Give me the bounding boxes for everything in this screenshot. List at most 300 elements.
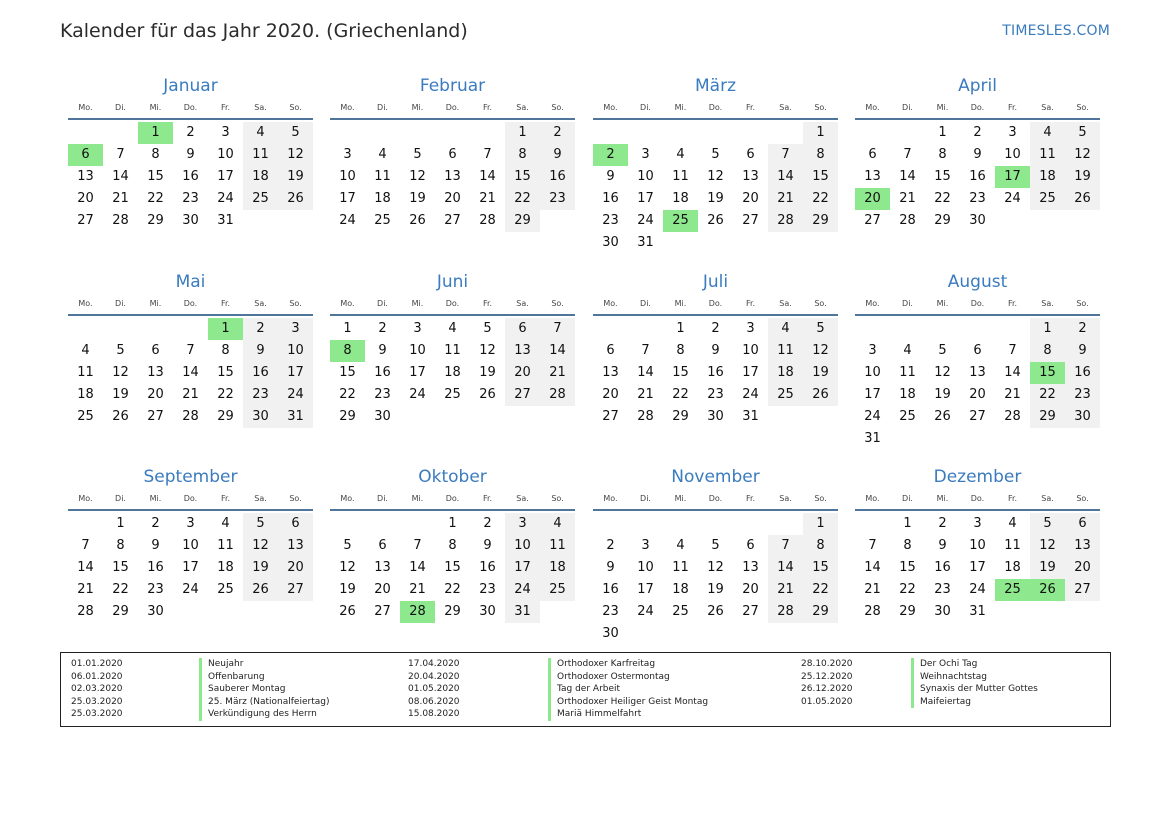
weekday-label: Fr. [482,494,493,503]
weekday-label: Do. [708,494,723,503]
day-cell: 18 [540,557,575,579]
holiday-legend [60,652,1111,727]
day-cell: 18 [768,362,803,384]
day-cell: 23 [1065,384,1100,406]
day-cell: 22 [672,387,689,402]
weekday-label: Mo. [340,103,355,112]
holiday-day-cell: 6 [68,144,103,166]
weekday-label: Mo. [865,103,880,112]
day-cell: 1 [903,516,912,531]
day-cell: 14 [112,169,129,184]
day-cell: 8 [448,538,457,553]
day-cell: 24 [409,387,426,402]
month-divider [855,314,1100,316]
day-cell: 13 [444,169,461,184]
day-cell: 27 [278,579,313,601]
day-cell: 17 [217,169,234,184]
month-name: April [958,76,997,96]
day-cell: 28 [864,604,881,619]
day-cell: 22 [444,582,461,597]
weekday-label: So. [551,299,564,308]
day-cell: 4 [221,516,230,531]
day-cell: 25 [374,213,391,228]
holiday-date: 25.03.2020 [71,696,123,707]
weekday-label: Do. [183,103,198,112]
holiday-name: Mariä Himmelfahrt [548,708,641,721]
day-cell: 28 [1004,409,1021,424]
day-cell: 1 [1030,318,1065,340]
day-cell: 2 [378,321,387,336]
month-divider [68,118,313,120]
day-cell: 1 [803,122,838,144]
holiday-name: Sauberer Montag [199,683,286,696]
weekday-label: So. [551,494,564,503]
day-cell: 13 [147,365,164,380]
day-cell: 7 [903,147,912,162]
weekday-label: Do. [183,299,198,308]
day-cell: 27 [742,213,759,228]
weekday-label: Sa. [779,103,792,112]
day-cell: 8 [803,144,838,166]
day-cell: 21 [182,387,199,402]
weekday-label: Fr. [1007,494,1018,503]
day-cell: 11 [444,343,461,358]
day-cell: 26 [479,387,496,402]
day-cell: 3 [973,516,982,531]
day-cell: 28 [768,210,803,232]
weekday-label: So. [289,103,302,112]
day-cell: 5 [711,538,720,553]
day-cell: 22 [217,387,234,402]
day-cell: 3 [186,516,195,531]
holiday-date: 01.05.2020 [801,696,853,707]
weekday-label: Mo. [603,494,618,503]
day-cell: 15 [444,560,461,575]
day-cell: 22 [1030,384,1065,406]
day-cell: 24 [637,604,654,619]
day-cell: 19 [934,387,951,402]
weekday-label: Sa. [1041,494,1054,503]
day-cell: 27 [1065,579,1100,601]
day-cell: 7 [413,538,422,553]
day-cell: 20 [147,387,164,402]
weekday-label: Mi. [411,494,424,503]
day-cell: 28 [182,409,199,424]
weekday-label: So. [551,103,564,112]
weekday-label: Do. [708,299,723,308]
day-cell: 24 [339,213,356,228]
weekday-label: So. [814,494,827,503]
day-cell: 28 [77,604,94,619]
day-cell: 29 [147,213,164,228]
weekday-label: Di. [377,103,388,112]
month-divider [593,118,838,120]
holiday-name: Orthodoxer Ostermontag [548,671,670,684]
day-cell: 29 [934,213,951,228]
weekday-label: Di. [377,494,388,503]
day-cell: 22 [803,579,838,601]
day-cell: 29 [672,409,689,424]
weekday-label: Di. [640,494,651,503]
day-cell: 16 [182,169,199,184]
day-cell: 30 [182,213,199,228]
day-cell: 29 [1030,406,1065,428]
day-cell: 25 [768,384,803,406]
day-cell: 1 [505,122,540,144]
day-cell: 11 [768,340,803,362]
day-cell: 23 [707,387,724,402]
weekday-label: Fr. [220,494,231,503]
day-cell: 26 [339,604,356,619]
holiday-name: Weihnachtstag [911,671,987,684]
holiday-date: 25.03.2020 [71,709,123,719]
holiday-name: Der Ochi Tag [911,658,977,671]
day-cell: 26 [112,409,129,424]
day-cell: 12 [707,560,724,575]
day-cell: 18 [374,191,391,206]
day-cell: 3 [343,147,352,162]
month-juli [593,272,838,462]
day-cell: 11 [374,169,391,184]
day-cell: 19 [803,362,838,384]
holiday-name: Offenbarung [199,671,265,684]
day-cell: 24 [505,579,540,601]
day-cell: 12 [707,169,724,184]
day-cell: 16 [243,362,278,384]
holiday-name: 25. März (Nationalfeiertag) [199,696,329,709]
day-cell: 5 [711,147,720,162]
day-cell: 16 [1065,362,1100,384]
day-cell: 30 [479,604,496,619]
day-cell: 9 [540,144,575,166]
month-august [855,272,1100,462]
day-cell: 14 [1004,365,1021,380]
day-cell: 16 [969,169,986,184]
month-name: Mai [175,272,206,292]
day-cell: 24 [217,191,234,206]
holiday-date: 15.08.2020 [408,709,460,719]
weekday-label: Mi. [149,494,162,503]
day-cell: 29 [444,604,461,619]
day-cell: 21 [77,582,94,597]
weekday-label: Do. [708,103,723,112]
day-cell: 6 [378,538,387,553]
day-cell: 14 [768,557,803,579]
day-cell: 27 [742,604,759,619]
day-cell: 28 [540,384,575,406]
weekday-label: Sa. [254,103,267,112]
day-cell: 17 [637,191,654,206]
month-name: Februar [419,76,486,96]
day-cell: 3 [221,125,230,140]
month-name: März [695,76,736,96]
day-cell: 27 [147,409,164,424]
day-cell: 17 [742,365,759,380]
day-cell: 5 [483,321,492,336]
day-cell: 9 [151,538,160,553]
day-cell: 9 [1065,340,1100,362]
day-cell: 24 [278,384,313,406]
day-cell: 10 [182,538,199,553]
holiday-name: Tag der Arbeit [548,683,620,696]
day-cell: 20 [278,557,313,579]
day-cell: 28 [479,213,496,228]
day-cell: 9 [378,343,387,358]
day-cell: 22 [899,582,916,597]
month-divider [68,509,313,511]
day-cell: 16 [147,560,164,575]
weekday-label: Do. [445,299,460,308]
day-cell: 10 [637,169,654,184]
day-cell: 26 [278,188,313,210]
day-cell: 6 [606,343,615,358]
weekday-label: Mo. [603,299,618,308]
holiday-day-cell: 20 [855,188,890,210]
day-cell: 29 [803,601,838,623]
day-cell: 5 [413,147,422,162]
month-divider [593,314,838,316]
month-divider [855,509,1100,511]
day-cell: 21 [1004,387,1021,402]
day-cell: 9 [711,343,720,358]
day-cell: 4 [676,538,685,553]
weekday-label: Mo. [603,103,618,112]
day-cell: 10 [278,340,313,362]
weekday-label: Mi. [411,103,424,112]
month-name: November [671,467,760,487]
day-cell: 1 [343,321,352,336]
day-cell: 6 [448,147,457,162]
day-cell: 23 [969,191,986,206]
day-cell: 8 [151,147,160,162]
day-cell: 4 [1008,516,1017,531]
day-cell: 14 [899,169,916,184]
day-cell: 15 [672,365,689,380]
day-cell: 21 [479,191,496,206]
day-cell: 19 [707,191,724,206]
day-cell: 11 [899,365,916,380]
day-cell: 30 [602,626,619,641]
day-cell: 13 [602,365,619,380]
day-cell: 17 [339,191,356,206]
weekday-label: Mi. [411,299,424,308]
day-cell: 11 [243,144,278,166]
day-cell: 12 [803,340,838,362]
weekday-label: Sa. [1041,299,1054,308]
day-cell: 13 [1065,535,1100,557]
holiday-date: 26.12.2020 [801,684,853,694]
weekday-label: So. [289,299,302,308]
day-cell: 21 [540,362,575,384]
weekday-label: Sa. [779,299,792,308]
day-cell: 1 [676,321,685,336]
holiday-date: 17.04.2020 [408,659,460,669]
day-cell: 3 [868,343,877,358]
day-cell: 18 [444,365,461,380]
day-cell: 13 [864,169,881,184]
day-cell: 15 [803,557,838,579]
day-cell: 26 [1065,188,1100,210]
day-cell: 26 [243,579,278,601]
day-cell: 4 [676,147,685,162]
weekday-label: Mo. [78,299,93,308]
day-cell: 10 [969,538,986,553]
day-cell: 13 [742,169,759,184]
day-cell: 27 [969,409,986,424]
day-cell: 31 [864,431,881,446]
day-cell: 25 [444,387,461,402]
month-divider [593,509,838,511]
day-cell: 3 [1008,125,1017,140]
day-cell: 25 [77,409,94,424]
weekday-label: Di. [115,494,126,503]
day-cell: 17 [278,362,313,384]
weekday-label: So. [1076,103,1089,112]
month-januar [68,76,313,266]
day-cell: 9 [938,538,947,553]
weekday-label: Mi. [674,494,687,503]
day-cell: 12 [409,169,426,184]
day-cell: 28 [637,409,654,424]
weekday-label: Sa. [254,494,267,503]
day-cell: 23 [602,604,619,619]
day-cell: 27 [864,213,881,228]
day-cell: 21 [768,579,803,601]
day-cell: 4 [448,321,457,336]
day-cell: 2 [483,516,492,531]
day-cell: 19 [1065,166,1100,188]
weekday-label: Mi. [936,103,949,112]
day-cell: 20 [1065,557,1100,579]
day-cell: 9 [606,560,615,575]
day-cell: 31 [637,235,654,250]
day-cell: 23 [182,191,199,206]
month-divider [330,509,575,511]
day-cell: 9 [243,340,278,362]
day-cell: 7 [768,535,803,557]
weekday-label: Fr. [482,299,493,308]
weekday-header [330,102,575,114]
day-cell: 1 [938,125,947,140]
day-cell: 31 [969,604,986,619]
day-cell: 17 [182,560,199,575]
day-cell: 4 [81,343,90,358]
day-cell: 22 [934,191,951,206]
day-cell: 17 [637,582,654,597]
day-cell: 12 [1030,535,1065,557]
day-cell: 21 [768,188,803,210]
day-cell: 20 [742,582,759,597]
day-cell: 8 [116,538,125,553]
month-mai [68,272,313,462]
weekday-label: Mi. [936,494,949,503]
day-cell: 25 [899,409,916,424]
day-cell: 7 [116,147,125,162]
day-cell: 7 [81,538,90,553]
holiday-name: Orthodoxer Karfreitag [548,658,655,671]
day-cell: 1 [803,513,838,535]
day-cell: 27 [505,384,540,406]
day-cell: 15 [934,169,951,184]
weekday-header [855,493,1100,505]
day-cell: 9 [606,169,615,184]
day-cell: 23 [243,384,278,406]
day-cell: 12 [339,560,356,575]
day-cell: 7 [483,147,492,162]
day-cell: 19 [1030,557,1065,579]
weekday-label: So. [814,103,827,112]
day-cell: 26 [707,604,724,619]
day-cell: 16 [540,166,575,188]
day-cell: 8 [903,538,912,553]
day-cell: 23 [374,387,391,402]
month-september [68,467,313,657]
day-cell: 15 [803,166,838,188]
day-cell: 30 [147,604,164,619]
day-cell: 29 [803,210,838,232]
holiday-day-cell: 17 [995,166,1030,188]
weekday-label: Do. [970,494,985,503]
month-märz [593,76,838,266]
day-cell: 22 [339,387,356,402]
day-cell: 31 [217,213,234,228]
day-cell: 10 [217,147,234,162]
day-cell: 26 [707,213,724,228]
day-cell: 7 [1008,343,1017,358]
weekday-label: Fr. [1007,299,1018,308]
holiday-day-cell: 25 [663,210,698,232]
day-cell: 12 [934,365,951,380]
day-cell: 14 [637,365,654,380]
day-cell: 8 [803,535,838,557]
day-cell: 2 [186,125,195,140]
day-cell: 14 [864,560,881,575]
weekday-label: Mo. [340,494,355,503]
day-cell: 17 [969,560,986,575]
day-cell: 21 [112,191,129,206]
weekday-label: Do. [183,494,198,503]
day-cell: 12 [278,144,313,166]
brand-logo-text[interactable]: TIMESLES.COM [1002,23,1110,39]
day-cell: 6 [151,343,160,358]
day-cell: 6 [278,513,313,535]
day-cell: 4 [768,318,803,340]
weekday-label: Di. [377,299,388,308]
day-cell: 17 [409,365,426,380]
day-cell: 19 [112,387,129,402]
day-cell: 15 [217,365,234,380]
weekday-label: Fr. [220,103,231,112]
holiday-date: 25.12.2020 [801,671,853,682]
day-cell: 20 [969,387,986,402]
day-cell: 30 [707,409,724,424]
month-name: Oktober [418,467,487,487]
day-cell: 2 [973,125,982,140]
day-cell: 6 [746,538,755,553]
day-cell: 16 [934,560,951,575]
day-cell: 16 [374,365,391,380]
day-cell: 14 [409,560,426,575]
day-cell: 3 [413,321,422,336]
day-cell: 3 [278,318,313,340]
day-cell: 16 [707,365,724,380]
month-name: Juni [436,272,469,292]
day-cell: 18 [1004,560,1021,575]
day-cell: 30 [602,235,619,250]
day-cell: 20 [77,191,94,206]
day-cell: 13 [742,560,759,575]
weekday-label: Di. [902,494,913,503]
